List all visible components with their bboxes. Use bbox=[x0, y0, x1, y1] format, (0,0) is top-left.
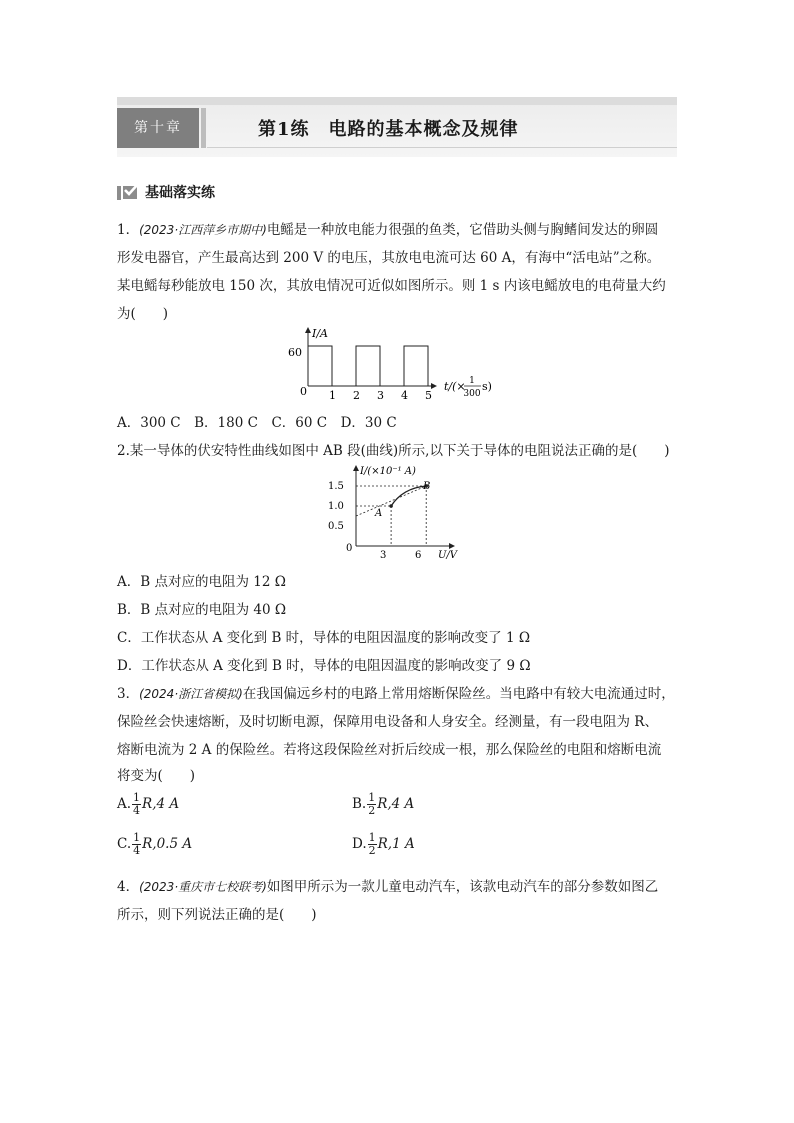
q3-line-4: 将变为( ) bbox=[117, 768, 196, 784]
q1-xlabel-frac-num: 1 bbox=[469, 376, 475, 386]
q3-line-3: 熔断电流为 2 A 的保险丝。若将这段保险丝对折后绞成一根，那么保险丝的电阻和熔断电流 bbox=[117, 742, 662, 758]
q3-option-a: A. $\frac{1}{4}$ R,4 A bbox=[117, 791, 180, 817]
q2-ytick-1-0: 1.0 bbox=[328, 501, 344, 512]
q2-option-b: B．B 点对应的电阻为 40 Ω bbox=[117, 602, 287, 618]
q1-ylabel: I/A bbox=[312, 327, 328, 340]
q1-pulse-1 bbox=[308, 346, 332, 386]
q3-source: (2024·浙江省模拟) bbox=[139, 687, 243, 701]
q1-xtick-4: 4 bbox=[401, 389, 408, 402]
q1-xlabel-prefix: t/(× bbox=[444, 380, 466, 393]
q2-point-a-label: A bbox=[375, 508, 383, 519]
q2-point-a bbox=[389, 504, 393, 508]
q2-point-b-label: B bbox=[423, 481, 431, 492]
section-title: 基础落实练 bbox=[145, 185, 215, 201]
q2-ylabel: I/(×10⁻¹ A) bbox=[360, 466, 416, 477]
q1-xtick-5: 5 bbox=[425, 389, 432, 402]
chapter-label: 第十章 bbox=[117, 108, 199, 148]
q3-option-d: D. $\frac{1}{2}$ R,1 A bbox=[352, 831, 415, 857]
q2-stem: 2.某一导体的伏安特性曲线如图中 AB 段(曲线)所示,以下关于导体的电阻说法正确的是( ) bbox=[117, 443, 670, 459]
q1-ytick-60: 60 bbox=[288, 346, 302, 359]
q4-line-1: 4．(2023·重庆市七校联考)如图甲所示为一款儿童电动汽车，该款电动汽车的部分参数如图乙 bbox=[117, 879, 659, 895]
q2-iv-chart bbox=[326, 462, 466, 560]
q2-origin: 0 bbox=[346, 543, 353, 554]
checklist-icon bbox=[117, 184, 139, 200]
q1-xlabel-frac-den: 300 bbox=[463, 389, 481, 399]
q3-option-b: B. $\frac{1}{2}$ R,4 A bbox=[352, 791, 415, 817]
q1-source: (2023·江西萍乡市期中) bbox=[139, 223, 267, 237]
q1-current-chart bbox=[284, 324, 514, 406]
q1-xtick-3: 3 bbox=[377, 389, 384, 402]
q1-line-1: 1．(2023·江西萍乡市期中)电鳐是一种放电能力很强的鱼类，它借助头侧与胸鳍间发达的卵圆 bbox=[117, 222, 659, 238]
q1-line-3: 某电鳐每秒能放电 150 次，其放电情况可近似如图所示。则 1 s 内该电鳐放电的电荷量大约 bbox=[117, 278, 666, 294]
q1-options: A．300 C B．180 C C．60 C D．30 C bbox=[117, 415, 397, 431]
q2-ytick-1-5: 1.5 bbox=[328, 481, 344, 492]
lesson-title: 第1练 电路的基本概念及规律 bbox=[258, 119, 519, 140]
q4-source: (2023·重庆市七校联考) bbox=[139, 880, 267, 894]
q1-pulse-3 bbox=[404, 346, 428, 386]
q1-line-2: 形发电器官，产生最高达到 200 V 的电压，其放电电流可达 60 A，有海中“活电站”之称。 bbox=[117, 250, 661, 266]
q3-line-2: 保险丝会快速熔断，及时切断电源，保障用电设备和人身安全。经测量，有一段电阻为 R、 bbox=[117, 714, 658, 730]
q3-option-c: C. $\frac{1}{4}$ R,0.5 A bbox=[117, 831, 193, 857]
q1-xtick-1: 1 bbox=[329, 389, 336, 402]
q1-pulse-2 bbox=[356, 346, 380, 386]
q1-xlabel-suffix: s) bbox=[482, 380, 492, 393]
q2-xtick-3: 3 bbox=[380, 550, 387, 560]
q2-option-a: A．B 点对应的电阻为 12 Ω bbox=[117, 574, 286, 590]
q2-xlabel: U/V bbox=[438, 550, 458, 560]
q2-ab-curve bbox=[391, 486, 426, 506]
q2-option-c: C．工作状态从 A 变化到 B 时，导体的电阻因温度的影响改变了 1 Ω bbox=[117, 630, 531, 646]
q1-xtick-2: 2 bbox=[353, 389, 360, 402]
q1-line-4: 为( ) bbox=[117, 306, 169, 322]
q4-line-2: 所示，则下列说法正确的是( ) bbox=[117, 907, 317, 923]
header-topline bbox=[117, 97, 677, 105]
section-heading bbox=[117, 182, 215, 202]
header-divider bbox=[207, 147, 677, 148]
q1-origin: 0 bbox=[300, 385, 307, 398]
q2-ytick-0-5: 0.5 bbox=[328, 521, 344, 532]
q2-xtick-6: 6 bbox=[415, 550, 422, 560]
q2-option-d: D．工作状态从 A 变化到 B 时，导体的电阻因温度的影响改变了 9 Ω bbox=[117, 658, 531, 674]
q3-line-1: 3．(2024·浙江省模拟)在我国偏远乡村的电路上常用熔断保险丝。当电路中有较大电流通过时， bbox=[117, 686, 675, 702]
